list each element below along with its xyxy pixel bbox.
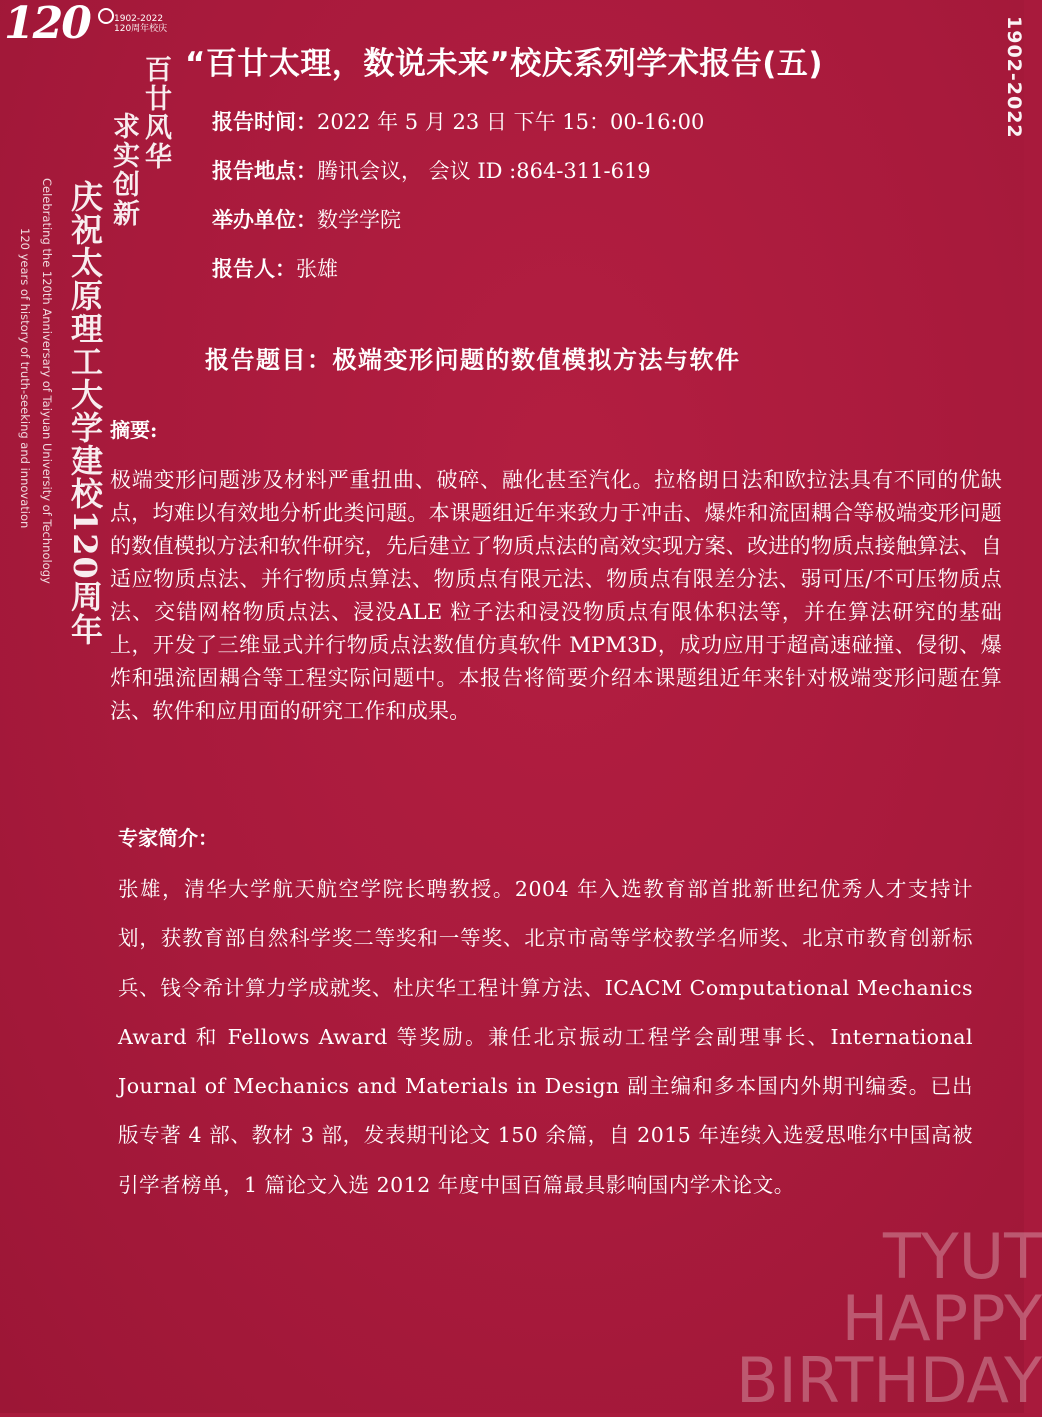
anniversary-logo [0,0,175,50]
celebration-english-2: 120 years of history of truth-seeking and innovation [18,228,32,529]
slogan-left: 求实创新 [108,112,139,228]
time-value: 2022 年 5 月 23 日 下午 15：00-16:00 [317,110,705,134]
info-speaker [212,253,338,283]
celebration-english-1: Celebrating the 120th Anniversary of Taiyuan University of Technology [40,178,54,584]
topic-value: 极端变形问题的数值模拟方法与软件 [332,345,741,374]
logo-caption: 120周年校庆 [114,24,168,35]
slogan-right: 百廿风华 [140,55,171,171]
celebration-calligraphy: 庆祝太原理工大学建校120周年 [66,180,104,646]
host-value: 数学学院 [317,208,401,232]
school-badge-icon [98,8,114,24]
logo-years: 1902-2022 [114,14,164,24]
speaker-label: 报告人： [212,256,296,281]
bio-heading: 专家简介： [118,826,218,850]
place-value: 腾讯会议， 会议 ID :864-311-619 [317,159,651,183]
watermark-line-1: TYUT [883,1220,1042,1293]
info-place [212,155,651,185]
info-host [212,204,401,234]
abstract-heading: 摘要: [110,418,158,442]
abstract-text: 极端变形问题涉及材料严重扭曲、破碎、融化甚至汽化。拉格朗日法和欧拉法具有不同的优缺点，均难以有效地分析此类问题。本课题组近年来致力于冲击、爆炸和流固耦合等极端变形问题的数值模拟方法和软件研究，先后建立了物质点法的高效实现方案、改进的物质点接触算法、自适应物质点法、并行物质点算法、物质点有限元法、物质点有限差分法、弱可压/不可压物质点法、交错网格物质点法、浸没ALE 粒子法和浸没物质点有限体积法等，并在算法研究的基础上，开发了三维显式并行物质点法数值仿真软件 MPM3D，成功应用于超高速碰撞、侵彻、爆炸和强流固耦合等工程实际问题中。本报告将简要介绍本课题组近年来针对极端变形问题在算法、软件和应用面的研究工作和成果。 [110,468,1002,723]
watermark-line-2: HAPPY [841,1282,1042,1355]
logo-years-block [114,14,167,35]
bio-text: 张雄，清华大学航天航空学院长聘教授。2004 年入选教育部首批新世纪优秀人才支持计划，获教育部自然科学奖二等奖和一等奖、北京市高等学校教学名师奖、北京市教育创新标兵、钱令希计算力学成就奖、杜庆华工程计算方法、ICACM Computational Mechanics Award 和 Fellows Award 等奖励。兼任北京振动工程学会副理事长、International Journal of Mechanics and Materials in Design 副主编和多本国内外期刊编委。已出版专著 4 部、教材 3 部，发表期刊论文 150 余篇，自 2015 年连续入选爱思唯尔中国高被引学者榜单，1 篇论文入选 2012 年度中国百篇最具影响国内学术论文。 [118,877,973,1197]
page-title: “百廿太理，数说未来”校庆系列学术报告(五) [185,46,824,82]
watermark-line-3: BIRTHDAY [735,1344,1042,1417]
speaker-value: 张雄 [296,257,338,281]
logo-number: 120 [4,0,90,49]
report-topic [205,340,741,375]
time-label: 报告时间： [212,109,317,134]
info-time [212,106,704,136]
birthday-watermark [734,1220,1042,1417]
side-years: 1902-2022 [1003,16,1025,139]
topic-label: 报告题目： [205,345,333,374]
host-label: 举办单位： [212,207,317,232]
place-label: 报告地点： [212,158,317,183]
